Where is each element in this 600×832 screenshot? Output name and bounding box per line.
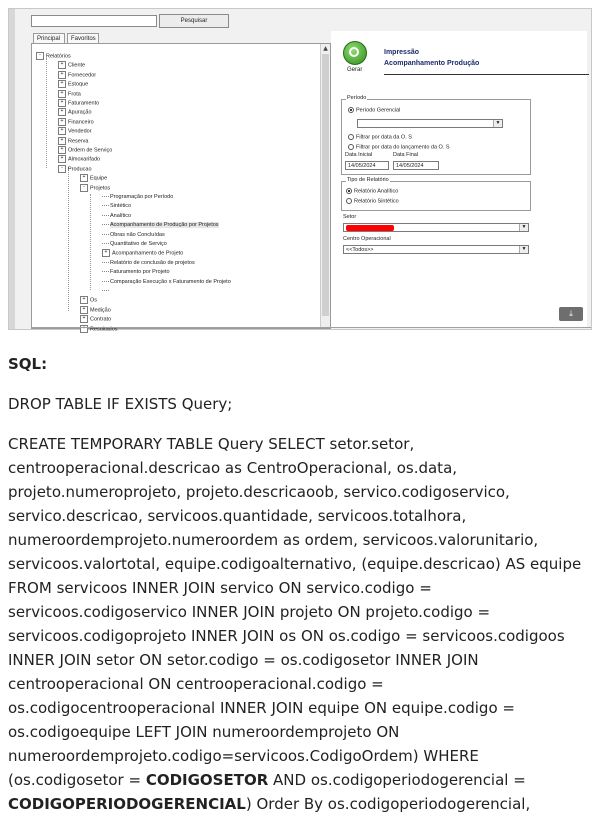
tree-item[interactable] (58, 71, 96, 80)
expand-icon[interactable]: + (58, 90, 66, 98)
tree-item-label: Relatórios (46, 53, 71, 60)
setor-label: Setor (343, 214, 357, 220)
screenshot-panel (8, 8, 592, 333)
radio-icon[interactable] (346, 198, 352, 204)
tree-item[interactable] (36, 52, 71, 61)
tree-item-label: Estoque (68, 81, 89, 88)
setor-select[interactable] (343, 223, 529, 232)
expand-icon[interactable]: + (58, 108, 66, 116)
tree-connector (102, 215, 109, 216)
tree-connector (102, 224, 109, 225)
radio-selected-icon[interactable] (346, 188, 352, 194)
tree-item[interactable] (102, 278, 231, 287)
chevron-down-icon[interactable]: ▼ (519, 246, 528, 253)
tree-item[interactable] (58, 99, 99, 108)
expand-icon[interactable]: + (58, 146, 66, 154)
tree-item-label: Medição (90, 307, 111, 314)
radio-filtrar-lancamento[interactable] (348, 144, 450, 150)
tree-item-label: Analítico (110, 212, 132, 219)
tree-item-label: Projetos (90, 185, 111, 192)
collapse-icon[interactable]: - (80, 184, 88, 192)
radio-sintetico[interactable] (346, 198, 399, 204)
tab-principal[interactable]: Principal (33, 33, 65, 43)
periodo-legend: Período (347, 95, 367, 101)
centro-value: <<Todos>> (346, 247, 374, 253)
sql-keyword: CODIGOSETOR (145, 771, 269, 789)
tree-item[interactable] (58, 137, 88, 146)
radio-analitico[interactable] (346, 188, 398, 194)
centro-label: Centro Operacional (343, 236, 391, 242)
tree-item[interactable] (58, 127, 92, 136)
tree-item[interactable] (102, 221, 219, 230)
tree-item[interactable] (80, 174, 107, 183)
expand-icon[interactable]: + (80, 306, 88, 314)
expand-icon[interactable]: + (80, 174, 88, 182)
expand-icon[interactable]: + (58, 99, 66, 107)
expand-icon[interactable]: + (80, 315, 88, 323)
tree-connector (102, 281, 109, 282)
expand-icon[interactable]: + (80, 296, 88, 304)
collapse-icon[interactable]: - (36, 52, 44, 60)
tree-item[interactable] (58, 165, 92, 174)
expand-icon[interactable]: + (58, 155, 66, 163)
tree-connector (102, 243, 109, 244)
tree-item-label: Relatório de conclusão de projetos (110, 259, 195, 266)
report-options-panel (331, 31, 587, 327)
tree-item[interactable] (58, 146, 112, 155)
search-input[interactable] (31, 15, 157, 27)
tree-item[interactable] (102, 268, 170, 277)
search-button[interactable]: Pesquisar (159, 14, 229, 28)
sql-heading: SQL: (8, 355, 48, 373)
tree-item[interactable] (80, 296, 97, 305)
tree-connector (102, 205, 109, 206)
panel-divider (31, 327, 591, 328)
tree-item[interactable] (80, 315, 111, 324)
post-content (8, 352, 592, 832)
gerar-button[interactable]: Gerar (347, 67, 363, 73)
page-title: Impressão (384, 49, 420, 56)
tree-item[interactable] (102, 202, 131, 211)
tree-item-label: Almoxarifado (68, 156, 101, 163)
tree-item-label: Acompanhamento de Projeto (112, 250, 184, 257)
tree-item-label: Os (90, 297, 98, 304)
tree-item-label: Comparação Execução x Faturamento de Projeto (110, 278, 231, 285)
tree-item[interactable] (58, 118, 94, 127)
radio-selected-icon[interactable] (348, 107, 354, 113)
setor-value-redacted (346, 225, 394, 231)
sql-text: CREATE TEMPORARY TABLE Query SELECT setor.setor, centrooperacional.descricao as CentroOperacional, os.data, projeto.numeroprojeto, projeto.descricaoob, servico.codigoservico, servico.descricao, servicoos.quantidade, servicoos.totalhora, numeroordemprojeto.numeroordem as ordem, servicoos.valorunitario, servicoos.valortotal, equipe.codigoalternativo, (equipe.descricao) AS equipe FROM servicoos INNER JOIN servico ON servico.codigo = servicoos.codigoservico INNER JOIN projeto ON projeto.codigo = servicoos.codigoprojeto INNER JOIN os ON os.codigo = servicoos.codigoos INNER JOIN setor ON setor.codigo = os.codigosetor INNER JOIN centrooperacional ON centrooperacional.codigo = os.codigocentrooperacional INNER JOIN equipe ON equipe.codigo = os.codigoequipe LEFT JOIN numeroordemprojeto ON numeroordemprojeto.codigo=servicoos.CodigoOrdem) WHERE (os.codigosetor = (8, 435, 582, 789)
tree-connector (102, 290, 109, 291)
radio-label: Relatório Sintético (354, 198, 399, 205)
radio-label: Período Gerencial (356, 107, 401, 114)
tree-item-label: Apuração (68, 109, 92, 116)
tipo-legend: Tipo de Relatório (347, 177, 389, 183)
title-divider (384, 74, 589, 75)
tree-guide (90, 194, 91, 290)
radio-label: Relatório Analítico (354, 188, 399, 195)
tree-item[interactable] (58, 90, 81, 99)
tree-guide (68, 167, 69, 311)
sql-text: ) Order By os.codigoperiodogerencial, (245, 795, 531, 813)
sql-query (8, 432, 592, 816)
sql-keyword: CODIGOPERIODOGERENCIAL (8, 795, 246, 813)
collapse-icon[interactable]: - (58, 165, 66, 173)
expand-icon[interactable]: + (102, 249, 110, 257)
expand-icon[interactable]: + (80, 325, 88, 333)
tree-item[interactable] (58, 155, 100, 164)
tree-item[interactable] (102, 249, 183, 258)
radio-filtrar-data-os[interactable] (348, 134, 412, 140)
expand-icon[interactable]: + (58, 127, 66, 135)
centro-select[interactable] (343, 245, 529, 254)
tree-connector (102, 271, 109, 272)
report-tree (31, 43, 331, 333)
tree-item-label: Equipe (90, 175, 108, 182)
tree-item-label: Sintético (110, 203, 132, 210)
chevron-down-icon[interactable]: ▼ (519, 224, 528, 231)
chevron-down-icon[interactable]: ▼ (493, 120, 502, 127)
tree-item-label: Ordem de Serviço (68, 147, 113, 154)
tree-item-label: Vendedor (68, 128, 92, 135)
scroll-up-icon[interactable]: ▲ (323, 45, 328, 52)
radio-icon[interactable] (348, 144, 354, 150)
tree-guide (46, 58, 47, 168)
tree-item-label: Frota (68, 91, 81, 98)
download-icon[interactable]: ⤓ (559, 307, 583, 321)
tree-item-label: Reserva (68, 138, 89, 145)
periodo-gerencial-select[interactable] (357, 119, 503, 128)
tree-connector (102, 196, 109, 197)
tipo-relatorio-group (341, 177, 531, 211)
tree-item[interactable] (80, 325, 118, 334)
expand-icon[interactable]: + (58, 118, 66, 126)
gear-icon[interactable] (343, 41, 367, 65)
data-inicial-label: Data Inicial (345, 152, 373, 158)
tree-item[interactable] (102, 240, 167, 249)
data-final-label: Data Final (393, 152, 419, 158)
tree-item-label: Programação por Período (110, 194, 174, 200)
tree-item-label: Obras não Concluídas (110, 231, 165, 238)
tree-connector (102, 234, 109, 235)
tree-item[interactable] (102, 231, 165, 240)
tree-item-label: Producao (68, 166, 92, 173)
tree-item[interactable] (58, 80, 88, 89)
tree-item-label: Cliente (68, 62, 86, 69)
radio-periodo-gerencial[interactable] (348, 107, 400, 113)
tree-item-label: Acompanhamento de Produção por Projetos (110, 222, 219, 229)
radio-label: Filtrar por data da O. S (356, 134, 412, 141)
page-subtitle: Acompanhamento Produção (384, 60, 480, 67)
tree-item-label: Quantitativo de Serviço (110, 241, 167, 247)
tree-item[interactable] (102, 287, 110, 296)
scroll-thumb[interactable] (322, 54, 329, 316)
sql-drop-line: DROP TABLE IF EXISTS Query; (8, 395, 233, 413)
tree-item[interactable] (80, 184, 110, 193)
expand-icon[interactable]: + (58, 71, 66, 79)
tree-item[interactable] (80, 306, 111, 315)
expand-icon[interactable]: + (58, 61, 66, 69)
expand-icon[interactable]: + (58, 137, 66, 145)
tree-item[interactable] (58, 108, 92, 117)
tree-item-label: Resultados (90, 326, 118, 333)
tree-item-label: Faturamento (68, 100, 100, 107)
data-final-input[interactable]: 14/05/2024 (393, 161, 439, 170)
radio-label: Filtrar por data do lançamento da O. S (356, 144, 450, 151)
expand-icon[interactable]: + (58, 80, 66, 88)
tree-item-label: Faturamento por Projeto (110, 269, 170, 276)
tree-item[interactable] (102, 212, 131, 221)
tree-item-label: Financeiro (68, 119, 94, 126)
tree-scrollbar[interactable] (320, 44, 330, 328)
tree-connector (102, 262, 109, 263)
tree-item[interactable] (102, 193, 173, 202)
sql-text: AND os.codigoperiodogerencial = (268, 771, 526, 789)
radio-icon[interactable] (348, 134, 354, 140)
data-inicial-input[interactable]: 14/05/2024 (345, 161, 389, 170)
tab-favoritos[interactable]: Favoritos (67, 33, 99, 43)
tree-item[interactable] (102, 259, 195, 268)
tree-item[interactable] (58, 61, 85, 70)
tree-item-label: Contrato (90, 316, 112, 323)
tree-item-label: Fornecedor (68, 72, 97, 79)
